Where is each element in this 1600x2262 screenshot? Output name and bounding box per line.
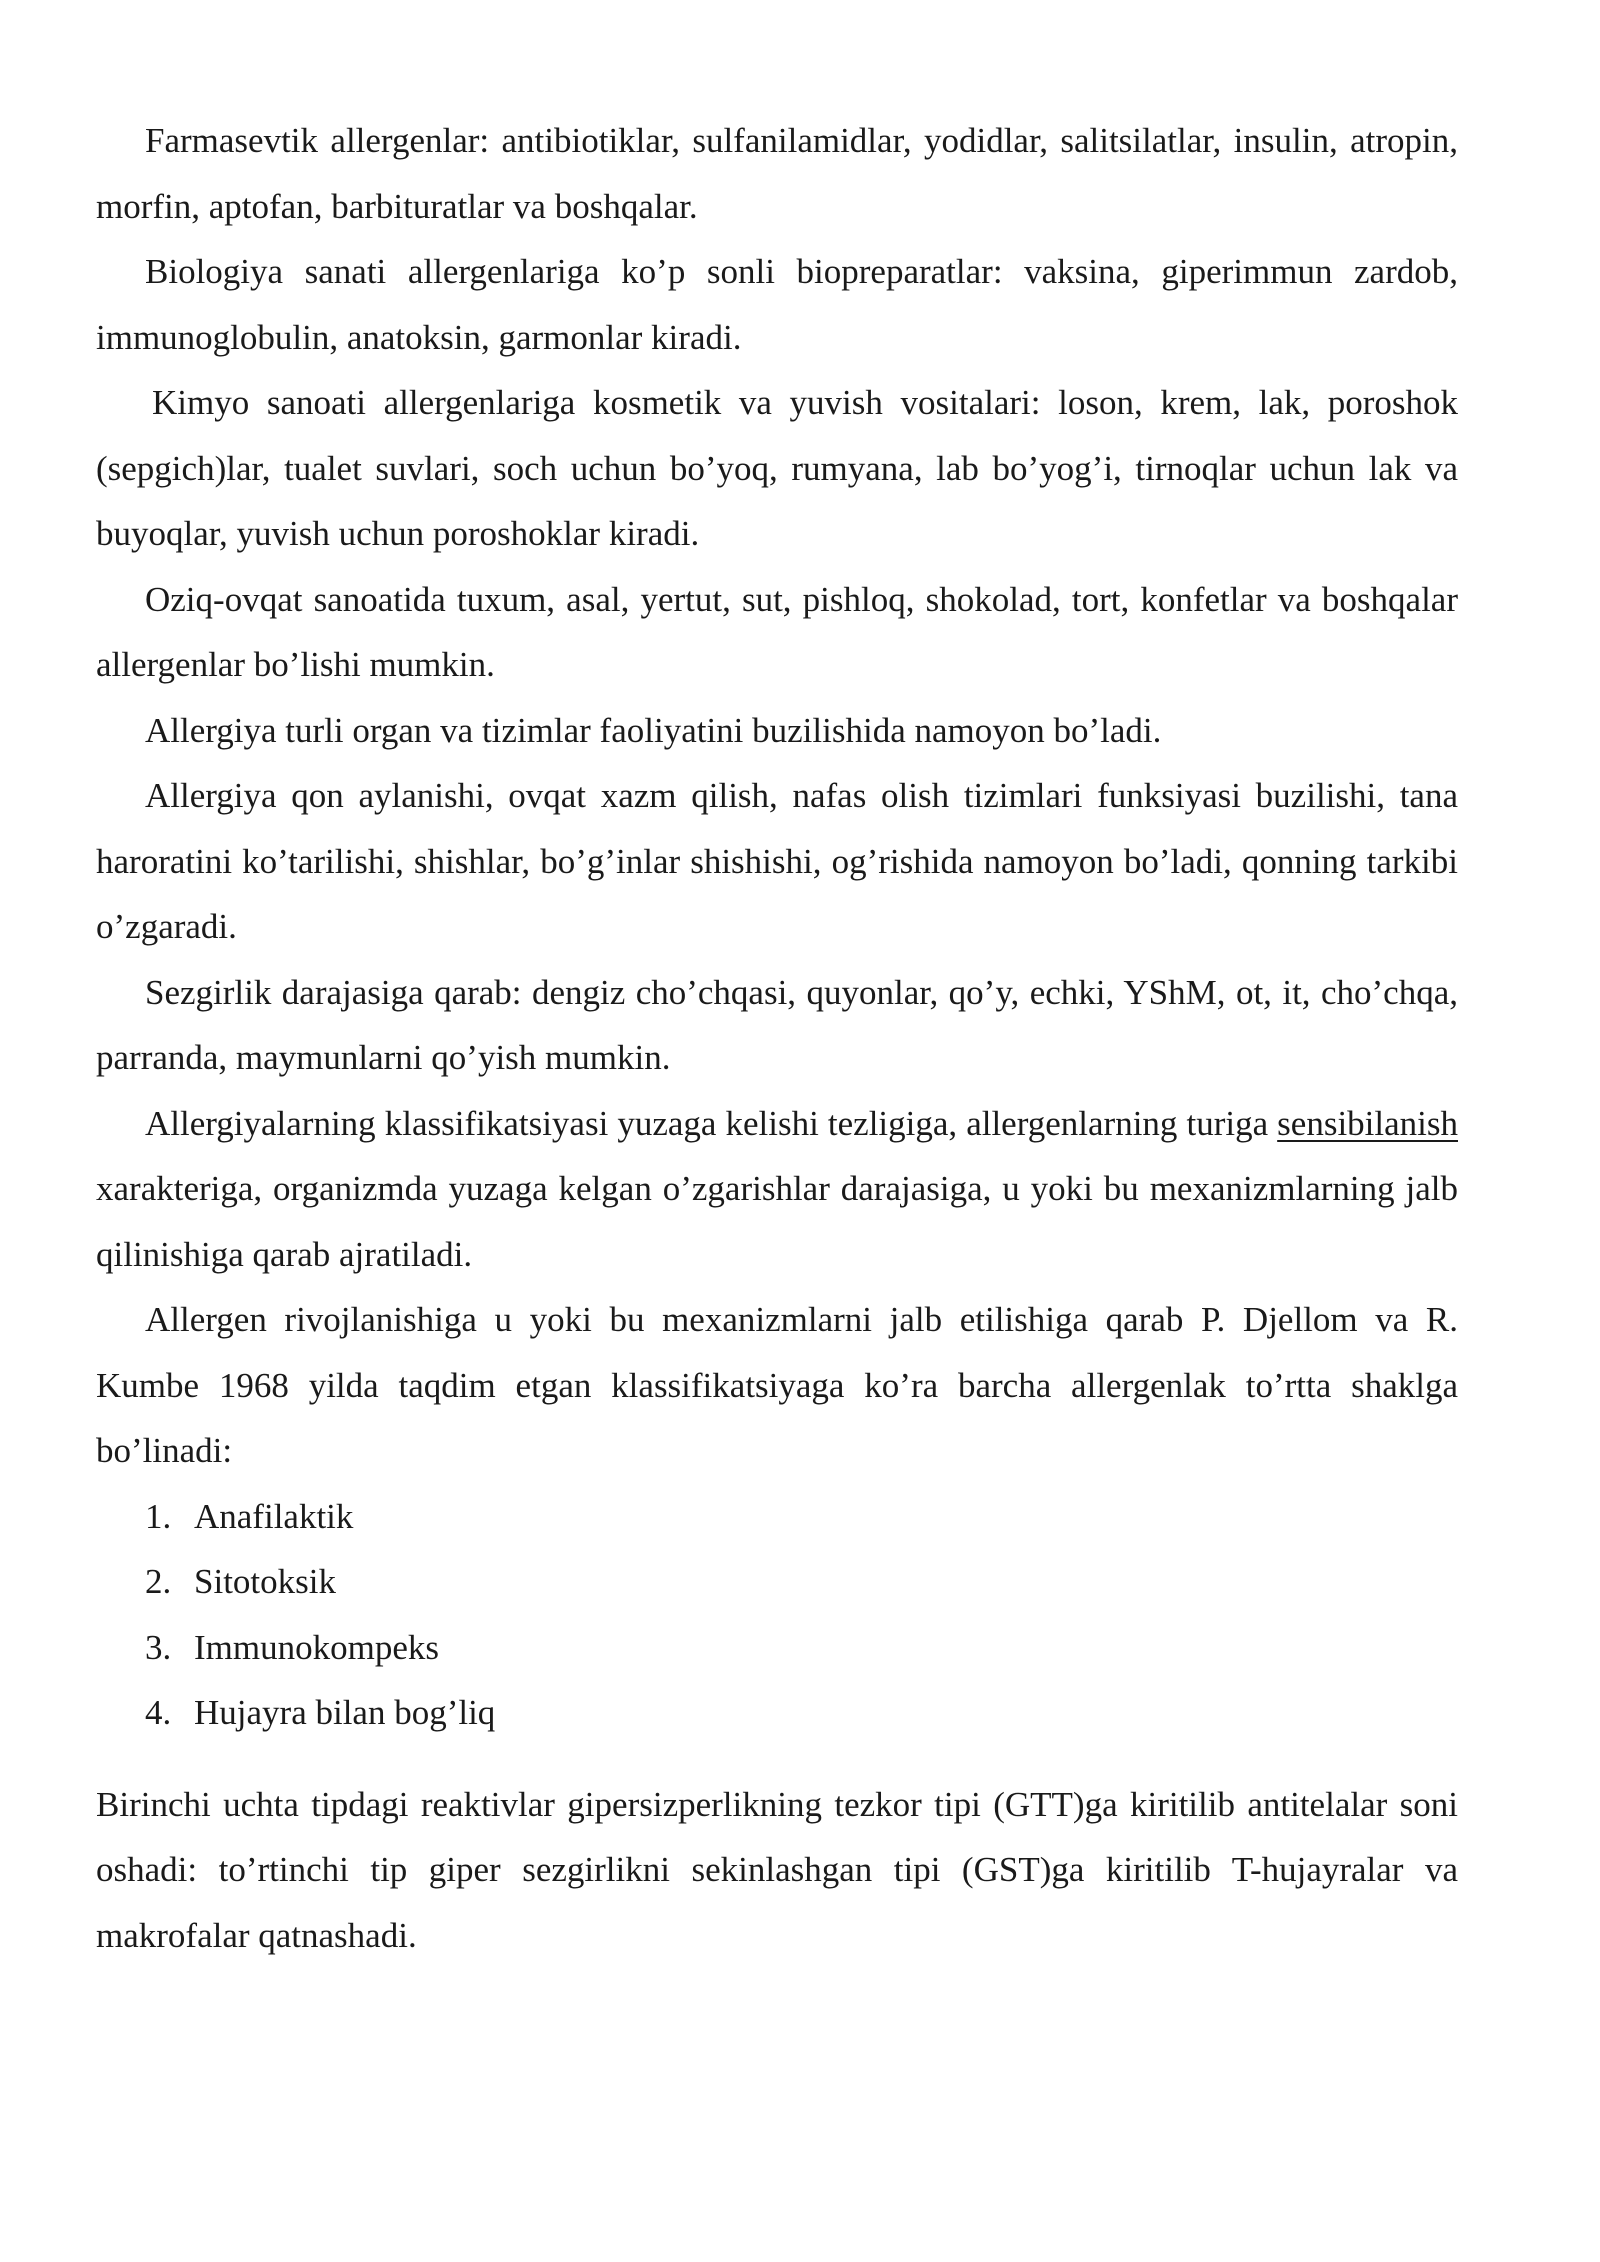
list-item: [96, 1484, 1458, 1550]
list-item-number: 1.: [145, 1496, 172, 1536]
list-item: [96, 1549, 1458, 1615]
paragraph-chemical-allergens: Kimyo sanoati allergenlariga kosmetik va yuvish vositalari: loson, krem, lak, poroshok (sepgich)lar, tualet suvlari, soch uchun bo’yoq, rumyana, lab bo’yog’i, tirnoqlar uchun lak va buyoqlar, yuvish uchun poroshoklar kiradi.: [96, 383, 1458, 553]
paragraph-biological-allergens: Biologiya sanati allergenlariga ko’p sonli biopreparatlar: vaksina, giperimmun zardob, immunoglobulin, anatoksin, garmonlar kiradi.: [96, 252, 1458, 357]
list-item-number: 4.: [145, 1693, 172, 1732]
paragraph-pharmaceutical-allergens: Farmasevtik allergenlar: antibiotiklar, sulfanilamidlar, yodidlar, salitsilatlar, insulin, atropin, morfin, aptofan, barbituratlar va boshqalar.: [96, 121, 1458, 226]
list-item-text: Immunokompeks: [194, 1627, 439, 1667]
underlined-term-sensibilanish: sensibilanish: [1277, 1103, 1458, 1143]
list-item-number: 2.: [145, 1562, 172, 1601]
paragraph-allergy-manifestation: Allergiya turli organ va tizimlar faoliyatini buzilishida namoyon bo’ladi.: [145, 710, 1162, 750]
list-item: [96, 1615, 1458, 1681]
list-item-text: Hujayra bilan bog’liq: [194, 1693, 496, 1732]
list-item-text: Anafilaktik: [194, 1496, 354, 1536]
list-item-number: 3.: [145, 1627, 172, 1667]
classification-text-end: xarakteriga, organizmda yuzaga kelgan o’zgarishlar darajasiga, u yoki bu mexanizmlarning jalb qilinishiga qarab ajratiladi.: [96, 1169, 1458, 1274]
list-item: [96, 1680, 1458, 1746]
document-page: [96, 108, 1458, 1968]
paragraph-food-allergens: Oziq-ovqat sanoatida tuxum, asal, yertut, sut, pishloq, shokolad, tort, konfetlar va boshqalar allergenlar bo’lishi mumkin.: [96, 579, 1458, 684]
paragraph-allergy-symptoms: Allergiya qon aylanishi, ovqat xazm qilish, nafas olish tizimlari funksiyasi buzilishi, tana haroratini ko’tarilishi, shishlar, bo’g’inlar shishishi, og’rishida namoyon bo’ladi, qonning tarkibi o’zgaradi.: [96, 776, 1458, 946]
list-item-text: Sitotoksik: [194, 1562, 336, 1601]
paragraph-sensitivity-animals: Sezgirlik darajasiga qarab: dengiz cho’chqasi, quyonlar, qo’y, echki, YShM, ot, it, cho’chqa, parranda, maymunlarni qo’yish mumkin.: [96, 972, 1458, 1077]
paragraph-reaction-types-summary: Birinchi uchta tipdagi reaktivlar gipersizperlikning tezkor tipi (GTT)ga kiritilib antitelalar soni oshadi: to’rtinchi tip giper sezgirlikni sekinlashgan tipi (GST)ga kiritilib T-hujayralar va makrofalar qatnashadi.: [96, 1784, 1458, 1955]
allergy-types-list: [96, 1484, 1458, 1746]
paragraph-allergy-classification: [96, 1091, 1458, 1288]
paragraph-gell-coombs-intro: Allergen rivojlanishiga u yoki bu mexanizmlarni jalb etilishiga qarab P. Djellom va R. Kumbe 1968 yilda taqdim etgan klassifikatsiyaga ko’ra barcha allergenlak to’rtta shaklga bo’linadi:: [96, 1300, 1458, 1470]
classification-text-start: Allergiyalarning klassifikatsiyasi yuzaga kelishi tezligiga, allergenlarning turiga: [145, 1103, 1278, 1143]
